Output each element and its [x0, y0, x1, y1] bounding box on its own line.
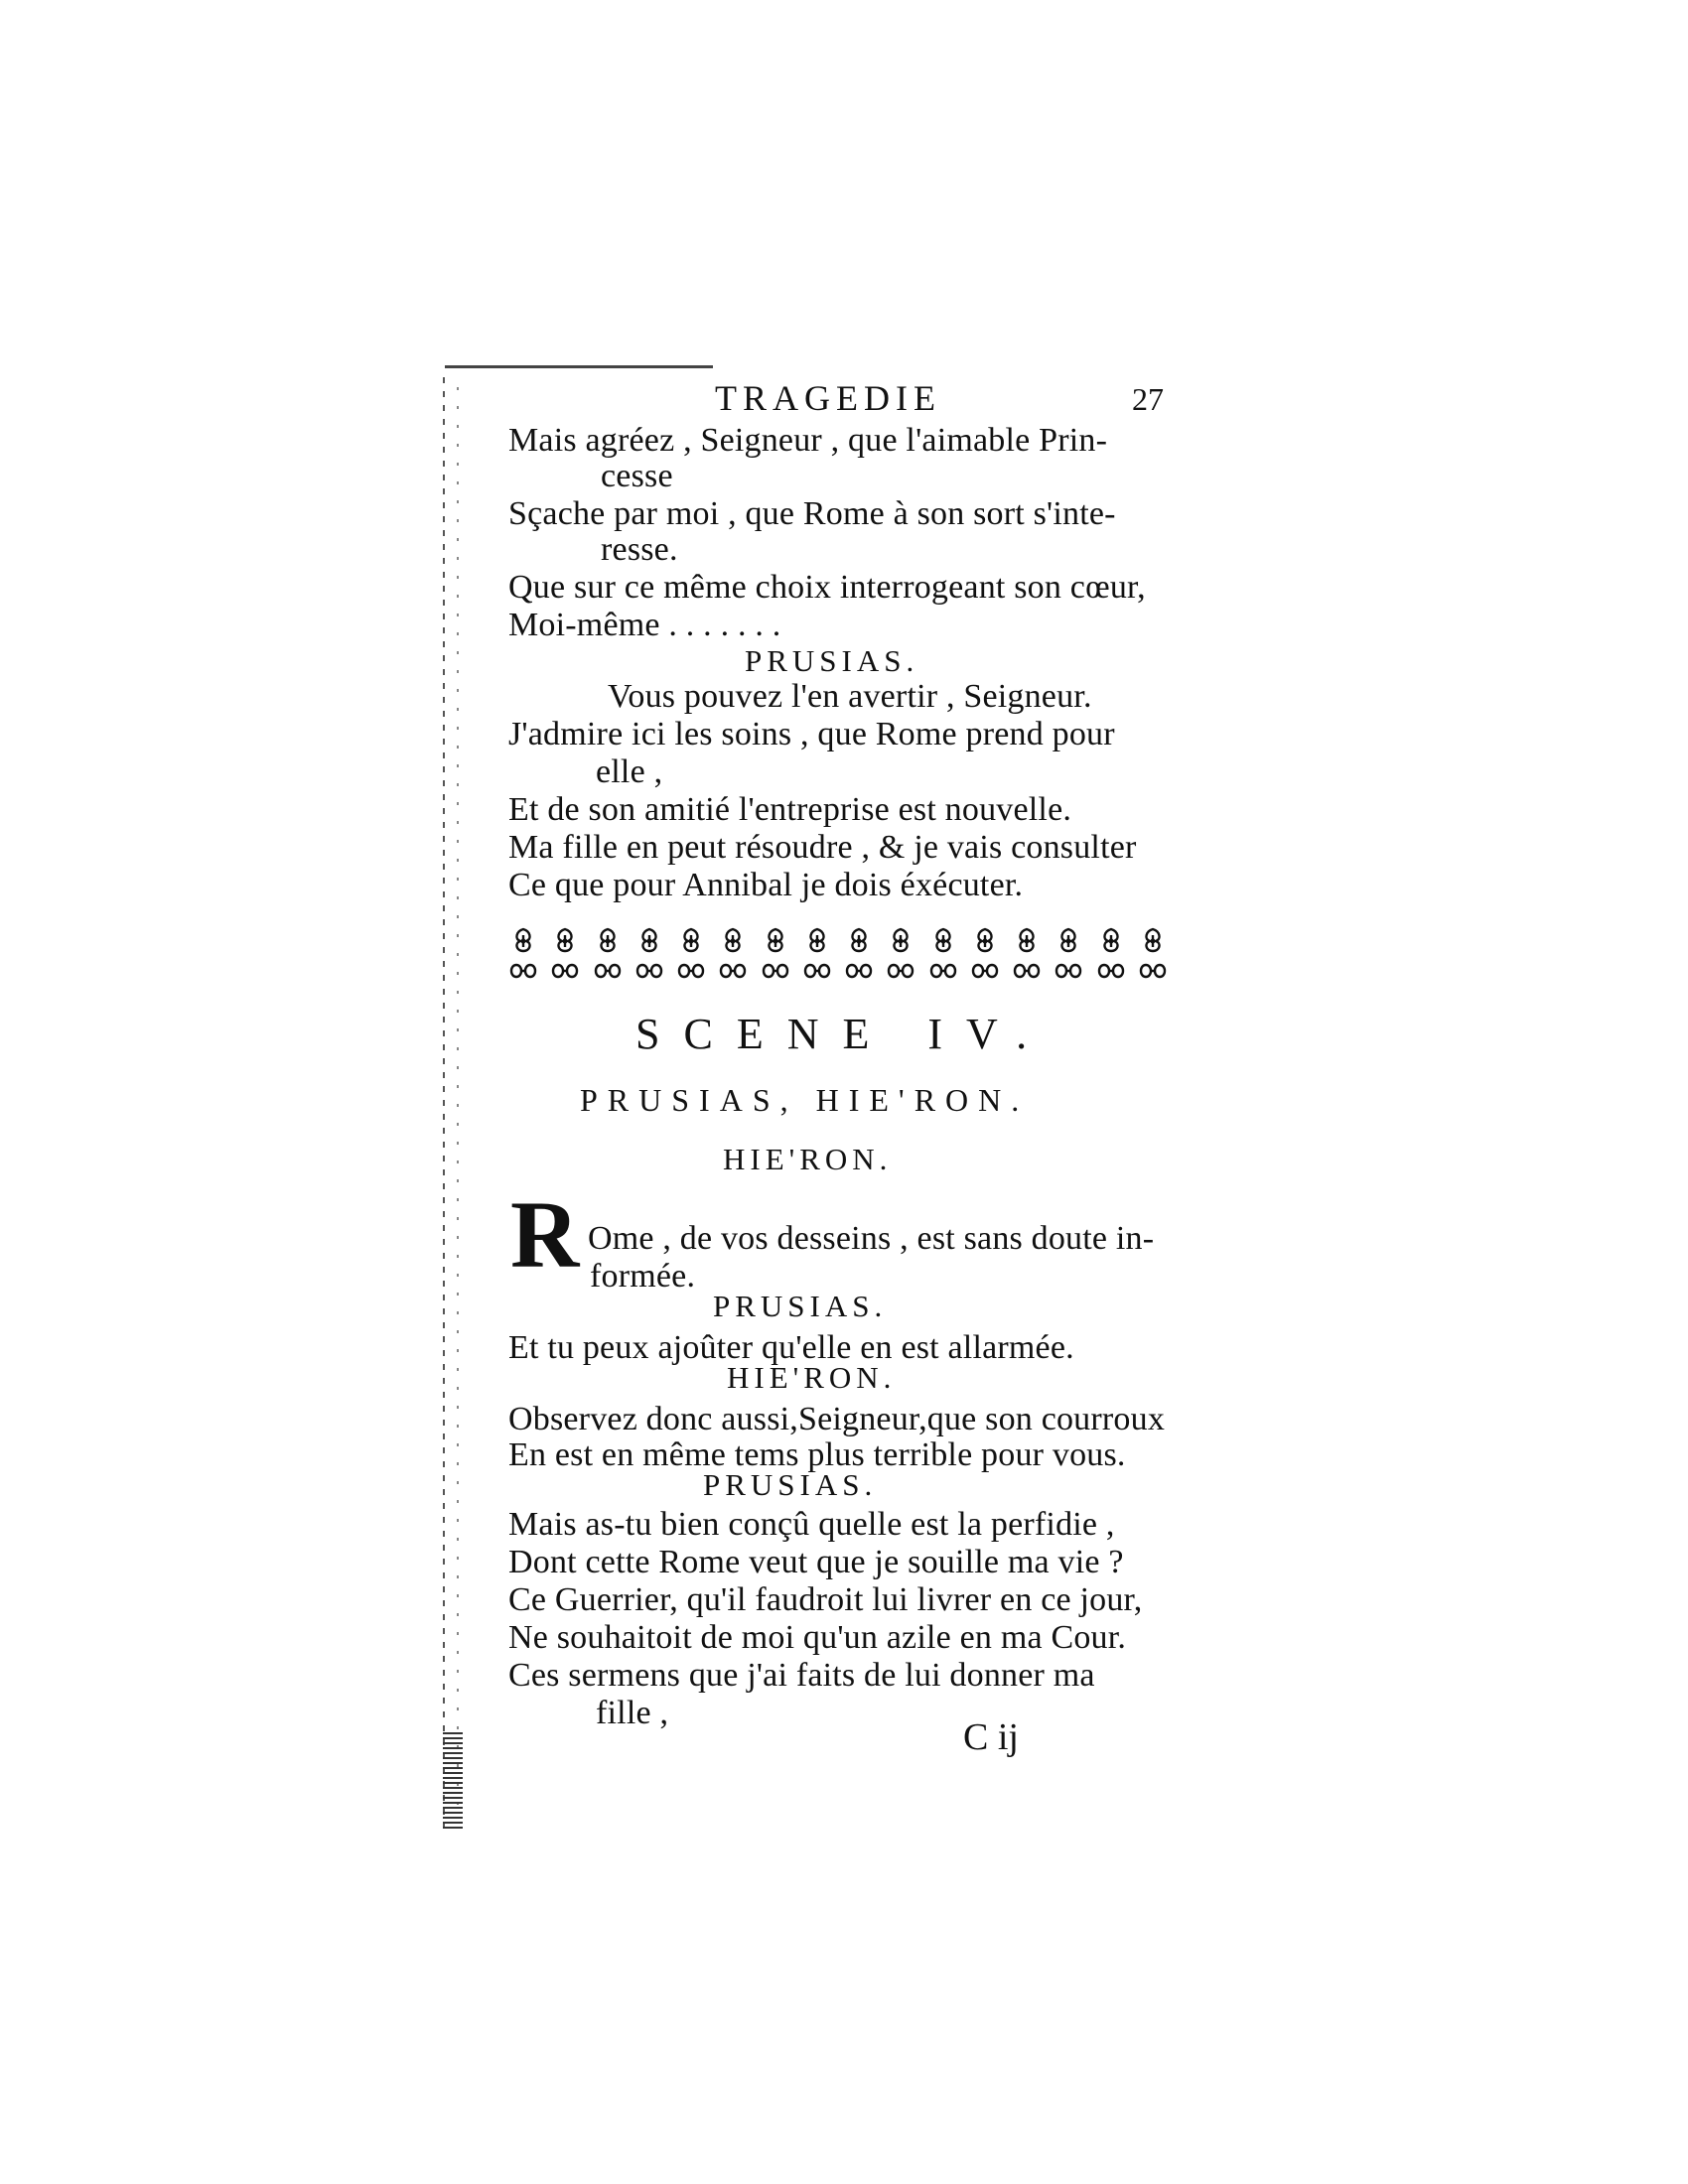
- drop-cap-letter: R: [510, 1181, 580, 1288]
- verse-line: Mais as-tu bien conçû quelle est la perfidie ,: [508, 1506, 1115, 1543]
- fleuron-ornament-icon: [761, 925, 790, 985]
- ornament-band: [508, 923, 1168, 987]
- speaker-name: PRUSIAS.: [703, 1467, 878, 1502]
- speaker-name: PRUSIAS.: [713, 1289, 888, 1323]
- fleuron-ornament-icon: [928, 925, 958, 985]
- speaker-name: PRUSIAS.: [745, 643, 919, 678]
- verse-line: Mais agréez , Seigneur , que l'aimable Prin-: [508, 422, 1108, 459]
- verse-line: Que sur ce même choix interrogeant son cœur,: [508, 569, 1146, 606]
- verse-line: Vous pouvez l'en avertir , Seigneur.: [608, 678, 1092, 715]
- scene-title: SCENE IV.: [635, 1010, 1052, 1058]
- binding-edge-marks: [443, 377, 445, 1837]
- fleuron-ornament-icon: [886, 925, 915, 985]
- fleuron-ornament-icon: [550, 925, 580, 985]
- page-number: 27: [1132, 381, 1164, 417]
- binding-edge-marks-inner: [457, 387, 459, 1817]
- verse-line-continuation: formée.: [590, 1258, 696, 1295]
- fleuron-ornament-icon: [1096, 925, 1126, 985]
- signature-mark: C ij: [963, 1716, 1019, 1758]
- fleuron-ornament-icon: [802, 925, 832, 985]
- fleuron-ornament-icon: [1012, 925, 1042, 985]
- verse-line: Observez donc aussi,Seigneur,que son courroux: [508, 1401, 1166, 1437]
- fleuron-ornament-icon: [1138, 925, 1168, 985]
- fleuron-ornament-icon: [508, 925, 538, 985]
- fleuron-ornament-icon: [676, 925, 706, 985]
- verse-line: Et tu peux ajoûter qu'elle en est allarmée.: [508, 1329, 1074, 1366]
- verse-line-continuation: elle ,: [596, 753, 663, 790]
- verse-line: Ces sermens que j'ai faits de lui donner ma: [508, 1657, 1095, 1694]
- binding-edge-dense-marks: [443, 1732, 463, 1832]
- verse-line: J'admire ici les soins , que Rome prend pour: [508, 716, 1115, 752]
- verse-line: Ome , de vos desseins , est sans doute in-: [588, 1220, 1155, 1257]
- verse-line: Sçache par moi , que Rome à son sort s'inte-: [508, 495, 1116, 532]
- fleuron-ornament-icon: [634, 925, 664, 985]
- fleuron-ornament-icon: [593, 925, 623, 985]
- speaker-name: HIE'RON.: [727, 1360, 897, 1395]
- verse-line: Ce que pour Annibal je dois éxécuter.: [508, 867, 1024, 903]
- fleuron-ornament-icon: [970, 925, 1000, 985]
- verse-line-continuation: fille ,: [596, 1695, 669, 1731]
- verse-line: En est en même tems plus terrible pour vous.: [508, 1436, 1126, 1473]
- verse-line-continuation: resse.: [601, 531, 678, 568]
- scene-characters: PRUSIAS, HIE'RON.: [580, 1082, 1030, 1118]
- verse-line: Et de son amitié l'entreprise est nouvelle.: [508, 791, 1072, 828]
- verse-line: Ma fille en peut résoudre , & je vais consulter: [508, 829, 1137, 866]
- verse-line: Dont cette Rome veut que je souille ma vie ?: [508, 1544, 1124, 1580]
- verse-line: Ne souhaitoit de moi qu'un azile en ma Cour.: [508, 1619, 1127, 1656]
- fleuron-ornament-icon: [844, 925, 874, 985]
- verse-line-continuation: cesse: [601, 458, 673, 494]
- verse-line: Ce Guerrier, qu'il faudroit lui livrer en ce jour,: [508, 1581, 1143, 1618]
- fleuron-ornament-icon: [1054, 925, 1083, 985]
- fleuron-ornament-icon: [718, 925, 748, 985]
- top-edge-rule: [445, 365, 713, 368]
- running-header: TRAGEDIE: [715, 378, 941, 418]
- speaker-name: HIE'RON.: [723, 1142, 893, 1176]
- verse-line: Moi-même . . . . . . .: [508, 607, 781, 643]
